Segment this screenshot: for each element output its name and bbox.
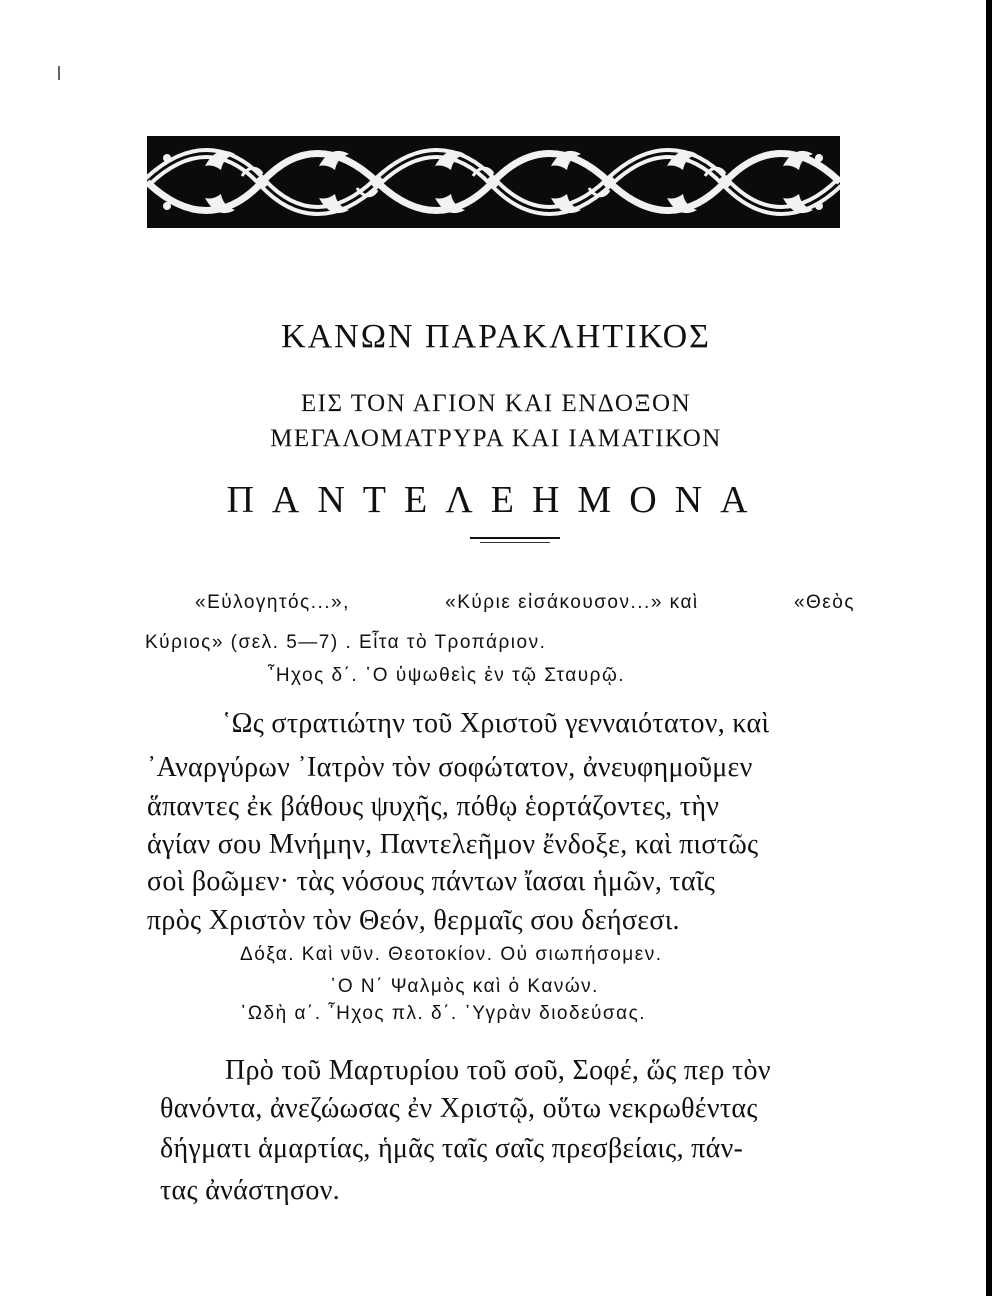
troparion-line: ἁγίαν σου Μνήμην, Παντελεῆμον ἔνδοξε, καὶ πιστῶς (147, 829, 759, 860)
subtitle-line-2: ΜΕΓΑΛΟΜΑΤΡΥΡΑ ΚΑΙ ΙΑΜΑΤΙΚΟΝ (270, 425, 722, 452)
scan-mark (58, 66, 60, 80)
saint-name: ΠΑΝΤΕΛΕΗΜΟΝΑ (226, 479, 766, 521)
instruction-line-3: ῏Ηχος δ΄. ῾Ο ὑψωθεὶς ἐν τῷ Σταυρῷ. (268, 665, 626, 686)
troparion-line: ἅπαντες ἐκ βάθους ψυχῆς, πόθῳ ἑορτάζοντες, τὴν (147, 791, 720, 822)
rubric-line: ῾Ο Ν΄ Ψαλμὸς καὶ ὁ Κανών. (330, 976, 599, 997)
title-rule-lower (480, 542, 550, 543)
title-rule (470, 537, 560, 539)
scan-edge (986, 0, 992, 1296)
page-title: ΚΑΝΩΝ ΠΑΡΑΚΛΗΤΙΚΟΣ (281, 318, 711, 355)
ode-line: Πρὸ τοῦ Μαρτυρίου τοῦ σοῦ, Σοφέ, ὥς περ τὸν (225, 1055, 771, 1086)
ornamental-banner (147, 136, 840, 228)
troparion-line: ᾿Αναργύρων ᾿Ιατρὸν τὸν σοφώτατον, ἀνευφημοῦμεν (147, 752, 753, 783)
rubric-line: ᾿Ωδὴ α΄. ῏Ηχος πλ. δ΄. ῾Υγρὰν διοδεύσας. (240, 1003, 647, 1024)
instruction-part: «Κύριε εἰσάκουσον...» καὶ (445, 592, 699, 613)
vine-ornament-icon (147, 136, 840, 228)
rubric-line: Δόξα. Καὶ νῦν. Θεοτοκίον. Οὐ σιωπήσομεν. (240, 944, 663, 965)
ode-line: δήγματι ἁμαρτίας, ἡμᾶς ταῖς σαῖς πρεσβείαις, πάν- (160, 1133, 744, 1164)
instruction-line-1 (195, 592, 855, 614)
ode-line: τας ἀνάστησον. (160, 1175, 340, 1206)
troparion-line: σοὶ βοῶμεν· τὰς νόσους πάντων ἴασαι ἡμῶν, ταῖς (147, 866, 716, 897)
instruction-part: «Εὐλογητός...», (195, 592, 350, 613)
subtitle-line-1: ΕΙΣ ΤΟΝ ΑΓΙΟΝ ΚΑΙ ΕΝΔΟΞΟΝ (300, 390, 692, 417)
troparion-line: πρὸς Χριστὸν τὸν Θεόν, θερμαῖς σου δεήσεσι. (147, 905, 680, 936)
instruction-part: «Θεὸς (793, 592, 855, 613)
troparion-line: ῾Ως στρατιώτην τοῦ Χριστοῦ γενναιότατον, καὶ (222, 708, 770, 739)
instruction-line-2: Κύριος» (σελ. 5—7) . Εἶτα τὸ Τροπάριον. (145, 632, 547, 653)
ode-line: θανόντα, ἀνεζώωσας ἐν Χριστῷ, οὕτω νεκρωθέντας (160, 1093, 758, 1124)
